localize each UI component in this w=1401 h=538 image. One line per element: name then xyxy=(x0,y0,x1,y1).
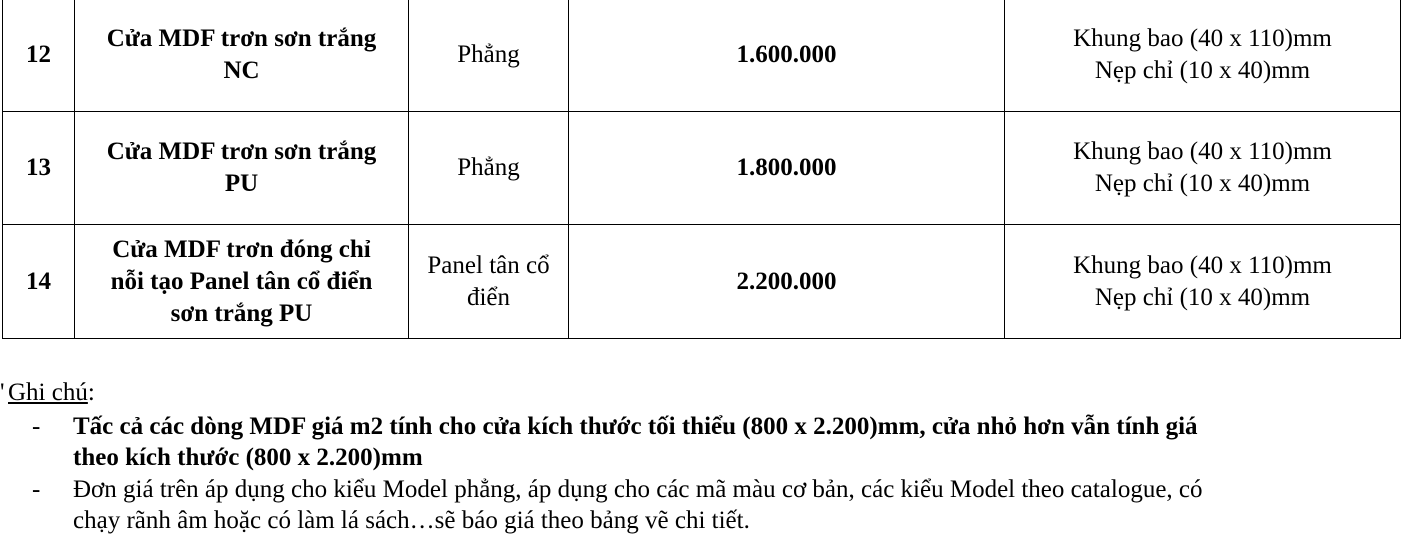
row-number: 12 xyxy=(3,0,75,112)
product-name: Cửa MDF trơn sơn trắng NC xyxy=(75,0,409,112)
trim-spec: Nẹp chỉ (10 x 40)mm xyxy=(1094,283,1311,311)
frame-spec: Khung bao (40 x 110)mm xyxy=(1073,251,1332,279)
frame-spec: Khung bao (40 x 110)mm xyxy=(1073,138,1332,165)
row-number: 13 xyxy=(3,112,75,225)
product-name: Cửa MDF trơn sơn trắng PU xyxy=(75,112,409,225)
frame-spec: Khung bao (40 x 110)mm xyxy=(1073,25,1332,52)
row-number: 14 xyxy=(3,225,75,339)
note-text: Tấc cả các dòng MDF giá m2 tính cho cửa kích thước tối thiểu (800 x 2.200)mm, cửa nhỏ hơn vẫn tính giá theo kích thước (800 x 2.200)mm xyxy=(73,413,1198,471)
spec-cell xyxy=(1005,225,1401,339)
price-table xyxy=(2,0,1401,339)
model-type: Panel tân cổ điển xyxy=(409,225,569,339)
spec-cell xyxy=(1005,0,1401,112)
spec-cell xyxy=(1005,112,1401,225)
bullet-dash: - xyxy=(32,476,41,503)
model-type: Phẳng xyxy=(409,112,569,225)
trim-spec: Nẹp chỉ (10 x 40)mm xyxy=(1094,57,1311,84)
table-row xyxy=(3,112,1401,225)
note-text: Đơn giá trên áp dụng cho kiểu Model phẳng, áp dụng cho các mã màu cơ bản, các kiểu Model theo catalogue, có chạy rãnh âm hoặc có làm lá sách…sẽ báo giá theo bảng vẽ chi tiết. xyxy=(73,476,1203,534)
table-row xyxy=(3,0,1401,112)
notes-marker: ' xyxy=(0,379,5,406)
model-type: Phẳng xyxy=(409,0,569,112)
notes-heading-label: Ghi chú xyxy=(8,379,88,406)
notes-heading-colon: : xyxy=(87,379,95,406)
unit-price: 1.600.000 xyxy=(569,0,1005,112)
notes-heading xyxy=(0,377,95,408)
bullet-dash: - xyxy=(32,413,41,440)
product-name: Cửa MDF trơn đóng chỉ nỗi tạo Panel tân cổ điển sơn trắng PU xyxy=(75,225,409,339)
unit-price: 1.800.000 xyxy=(569,112,1005,225)
table-row xyxy=(3,225,1401,339)
trim-spec: Nẹp chỉ (10 x 40)mm xyxy=(1094,170,1311,197)
unit-price: 2.200.000 xyxy=(569,225,1005,339)
